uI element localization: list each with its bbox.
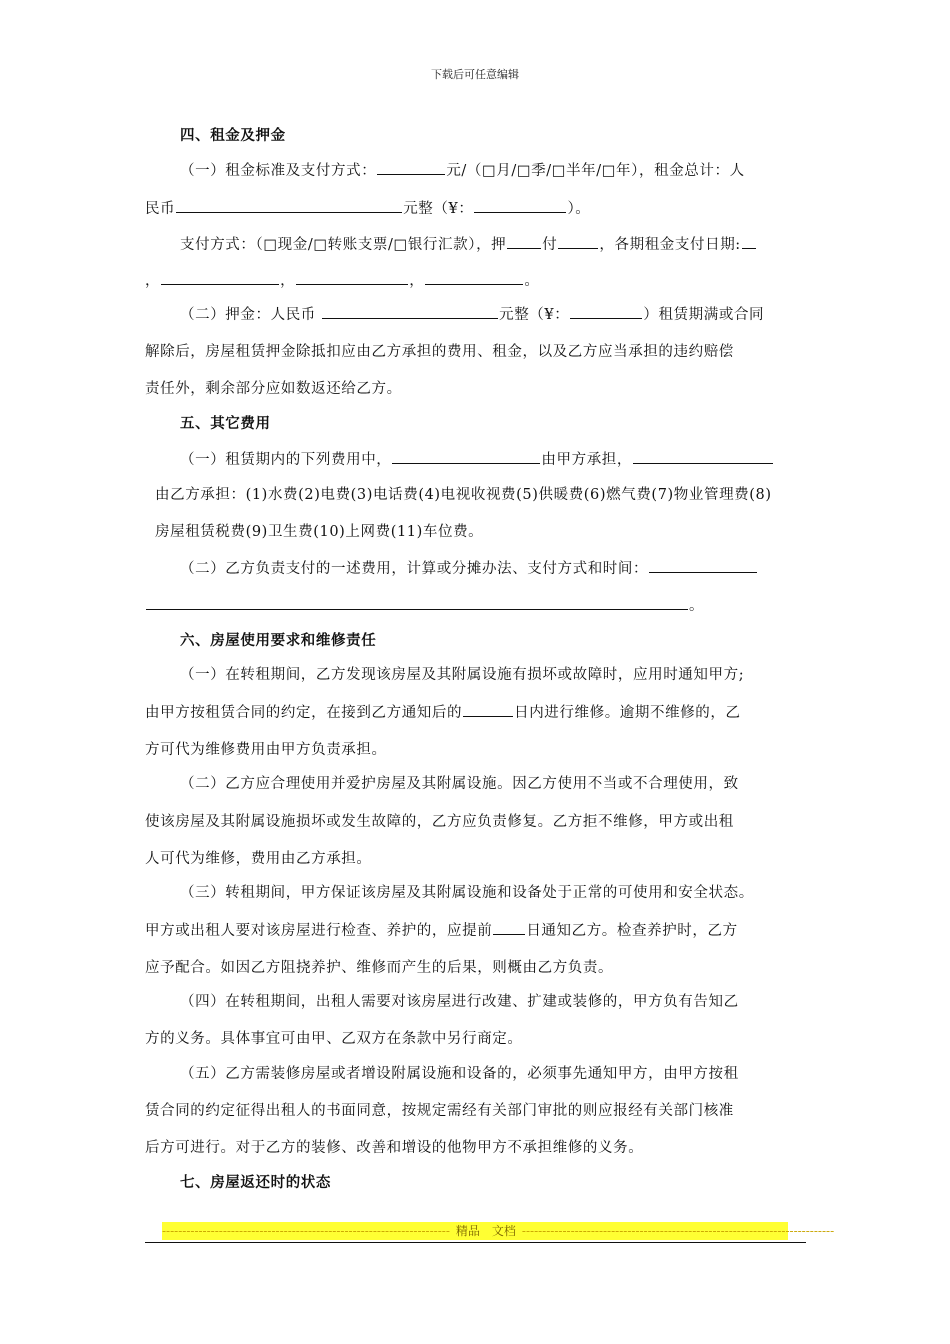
- line-repair3-l1: [180, 883, 754, 903]
- blank-fill-line: [176, 198, 402, 213]
- line-repair2-l3: [145, 849, 372, 869]
- text-segment: 付: [542, 237, 558, 253]
- blank-fill-line: [474, 198, 566, 213]
- blank-fill-line: [493, 920, 525, 935]
- text-segment: 责任外，剩余部分应如数返还给乙方。: [145, 381, 402, 397]
- blank-fill-line: [425, 270, 523, 285]
- text-segment: 日内进行维修。逾期不维修的，乙: [514, 705, 741, 721]
- text-segment: 六、房屋使用要求和维修责任: [180, 632, 377, 649]
- text-segment: 解除后，房屋租赁押金除抵扣应由乙方承担的费用、租金，以及乙方应当承担的违约赔偿: [145, 344, 734, 360]
- text-segment: 方可代为维修费用由甲方负责承担。: [145, 742, 387, 758]
- line-repair5-l3: [145, 1138, 643, 1158]
- line-sec4-title: [180, 126, 286, 146]
- text-segment: 赁合同的约定征得出租人的书面同意，按规定需经有关部门审批的则应报经有关部门核准: [145, 1103, 734, 1119]
- text-segment: 方的义务。具体事宜可由甲、乙双方在条款中另行商定。: [145, 1031, 523, 1047]
- line-fee-line3: [155, 522, 483, 542]
- text-segment: ）。: [567, 201, 591, 217]
- text-segment: （一）在转租期间，乙方发现该房屋及其附属设施有损坏或故障时，应用时通知甲方;: [180, 667, 745, 683]
- blank-fill-line: [558, 234, 598, 249]
- text-segment: 元整（¥：: [403, 201, 474, 217]
- line-repair1-l1: [180, 665, 744, 685]
- line-repair3-l3: [145, 958, 613, 978]
- text-segment: 民币: [145, 201, 176, 217]
- text-segment: 甲方或出租人要对该房屋进行检查、养护的，应提前: [145, 923, 493, 939]
- blank-fill-line: [161, 270, 279, 285]
- line-sec5-title: [180, 414, 271, 434]
- text-segment: ，: [145, 273, 161, 289]
- text-segment: 元/（□月/□季/□半年/□年），租金总计：人: [446, 163, 745, 179]
- text-segment: 。: [689, 598, 705, 614]
- blank-fill-line: [392, 449, 540, 464]
- footer-dashes-right: -----------------------------------------------------------------------------: [521, 1224, 835, 1238]
- text-segment: （五）乙方需装修房屋或者增设附属设施和设备的，必须事先通知甲方，由甲方按租: [180, 1066, 739, 1082]
- text-segment: 由乙方承担：(1)水费(2)电费(3)电话费(4)电视收视费(5)供暖费(6)燃气费(7)物业管理费(8): [155, 487, 772, 503]
- text-segment: 四、租金及押金: [180, 127, 286, 144]
- footer-label: 精品 文档: [450, 1224, 522, 1238]
- text-segment: 元整（¥：: [499, 307, 570, 323]
- text-segment: 日通知乙方。检查养护时，乙方: [526, 923, 738, 939]
- footer-rule: [145, 1242, 806, 1243]
- text-segment: （三）转租期间，甲方保证该房屋及其附属设施和设备处于正常的可使用和安全状态。: [180, 885, 754, 901]
- blank-fill-line: [377, 160, 445, 175]
- page-header: 下载后可任意编辑: [431, 68, 519, 81]
- text-segment: 房屋租赁税费(9)卫生费(10)上网费(11)车位费。: [155, 524, 484, 540]
- line-fee-line2: [155, 485, 772, 505]
- text-segment: ，各期租金支付日期:: [599, 237, 741, 253]
- line-repair3-l2: [145, 920, 738, 941]
- text-segment: 使该房屋及其附属设施损坏或发生故障的，乙方应负责修复。乙方拒不维修，甲方或出租: [145, 814, 734, 830]
- text-segment: 后方可进行。对于乙方的装修、改善和增设的他物甲方不承担维修的义务。: [145, 1140, 644, 1156]
- footer-banner: [162, 1222, 835, 1240]
- text-segment: ，: [280, 273, 296, 289]
- text-segment: ）租赁期满或合同: [643, 307, 765, 323]
- line-repair2-l1: [180, 774, 739, 794]
- blank-fill-line: [296, 270, 408, 285]
- text-segment: 由甲方承担，: [541, 452, 633, 468]
- text-segment: （二）押金：人民币: [180, 307, 322, 323]
- text-segment: （二）乙方应合理使用并爱护房屋及其附属设施。因乙方使用不当或不合理使用，致: [180, 776, 739, 792]
- text-segment: 七、房屋返还时的状态: [180, 1174, 331, 1191]
- text-segment: 人可代为维修，费用由乙方承担。: [145, 851, 372, 867]
- text-segment: 由甲方按租赁合同的约定，在接到乙方通知后的: [145, 705, 463, 721]
- blank-fill-line: [322, 304, 498, 319]
- text-segment: （二）乙方负责支付的一述费用，计算或分摊办法、支付方式和时间：: [180, 561, 649, 577]
- blank-fill-line: [649, 558, 757, 573]
- text-segment: 五、其它费用: [180, 415, 271, 432]
- text-segment: 应予配合。如因乙方阻挠养护、维修而产生的后果，则概由乙方负责。: [145, 960, 614, 976]
- line-rent-line1: [180, 160, 745, 181]
- line-sec7-title: [180, 1173, 331, 1193]
- line-repair1-l2: [145, 702, 741, 723]
- line-deposit-line3: [145, 379, 402, 399]
- line-pay-line1: [180, 234, 757, 255]
- line-sec6-title: [180, 631, 376, 651]
- line-repair1-l3: [145, 740, 387, 760]
- line-fee-line4: [180, 558, 758, 579]
- line-pay-line2: [145, 270, 539, 291]
- line-repair4-l2: [145, 1029, 523, 1049]
- line-rent-line2: [145, 198, 590, 219]
- line-fee-line1: [180, 449, 774, 470]
- line-deposit-line2: [145, 342, 734, 362]
- footer-dashes-left: -----------------------------------------------------------------------: [162, 1224, 450, 1238]
- line-repair4-l1: [180, 992, 739, 1012]
- text-segment: 支付方式：（□现金/□转账支票/□银行汇款），押: [180, 237, 507, 253]
- blank-fill-line: [742, 234, 756, 249]
- text-segment: 。: [524, 273, 540, 289]
- line-repair2-l2: [145, 812, 734, 832]
- line-fee-line5: [145, 595, 704, 616]
- text-segment: （四）在转租期间，出租人需要对该房屋进行改建、扩建或装修的，甲方负有告知乙: [180, 994, 739, 1010]
- blank-fill-line: [146, 595, 688, 610]
- blank-fill-line: [463, 702, 513, 717]
- text-segment: （一）租金标准及支付方式：: [180, 163, 377, 179]
- text-segment: （一）租赁期内的下列费用中，: [180, 452, 392, 468]
- blank-fill-line: [570, 304, 642, 319]
- line-deposit-line1: [180, 304, 764, 325]
- blank-fill-line: [633, 449, 773, 464]
- line-repair5-l1: [180, 1064, 739, 1084]
- line-repair5-l2: [145, 1101, 734, 1121]
- text-segment: ，: [409, 273, 425, 289]
- blank-fill-line: [507, 234, 541, 249]
